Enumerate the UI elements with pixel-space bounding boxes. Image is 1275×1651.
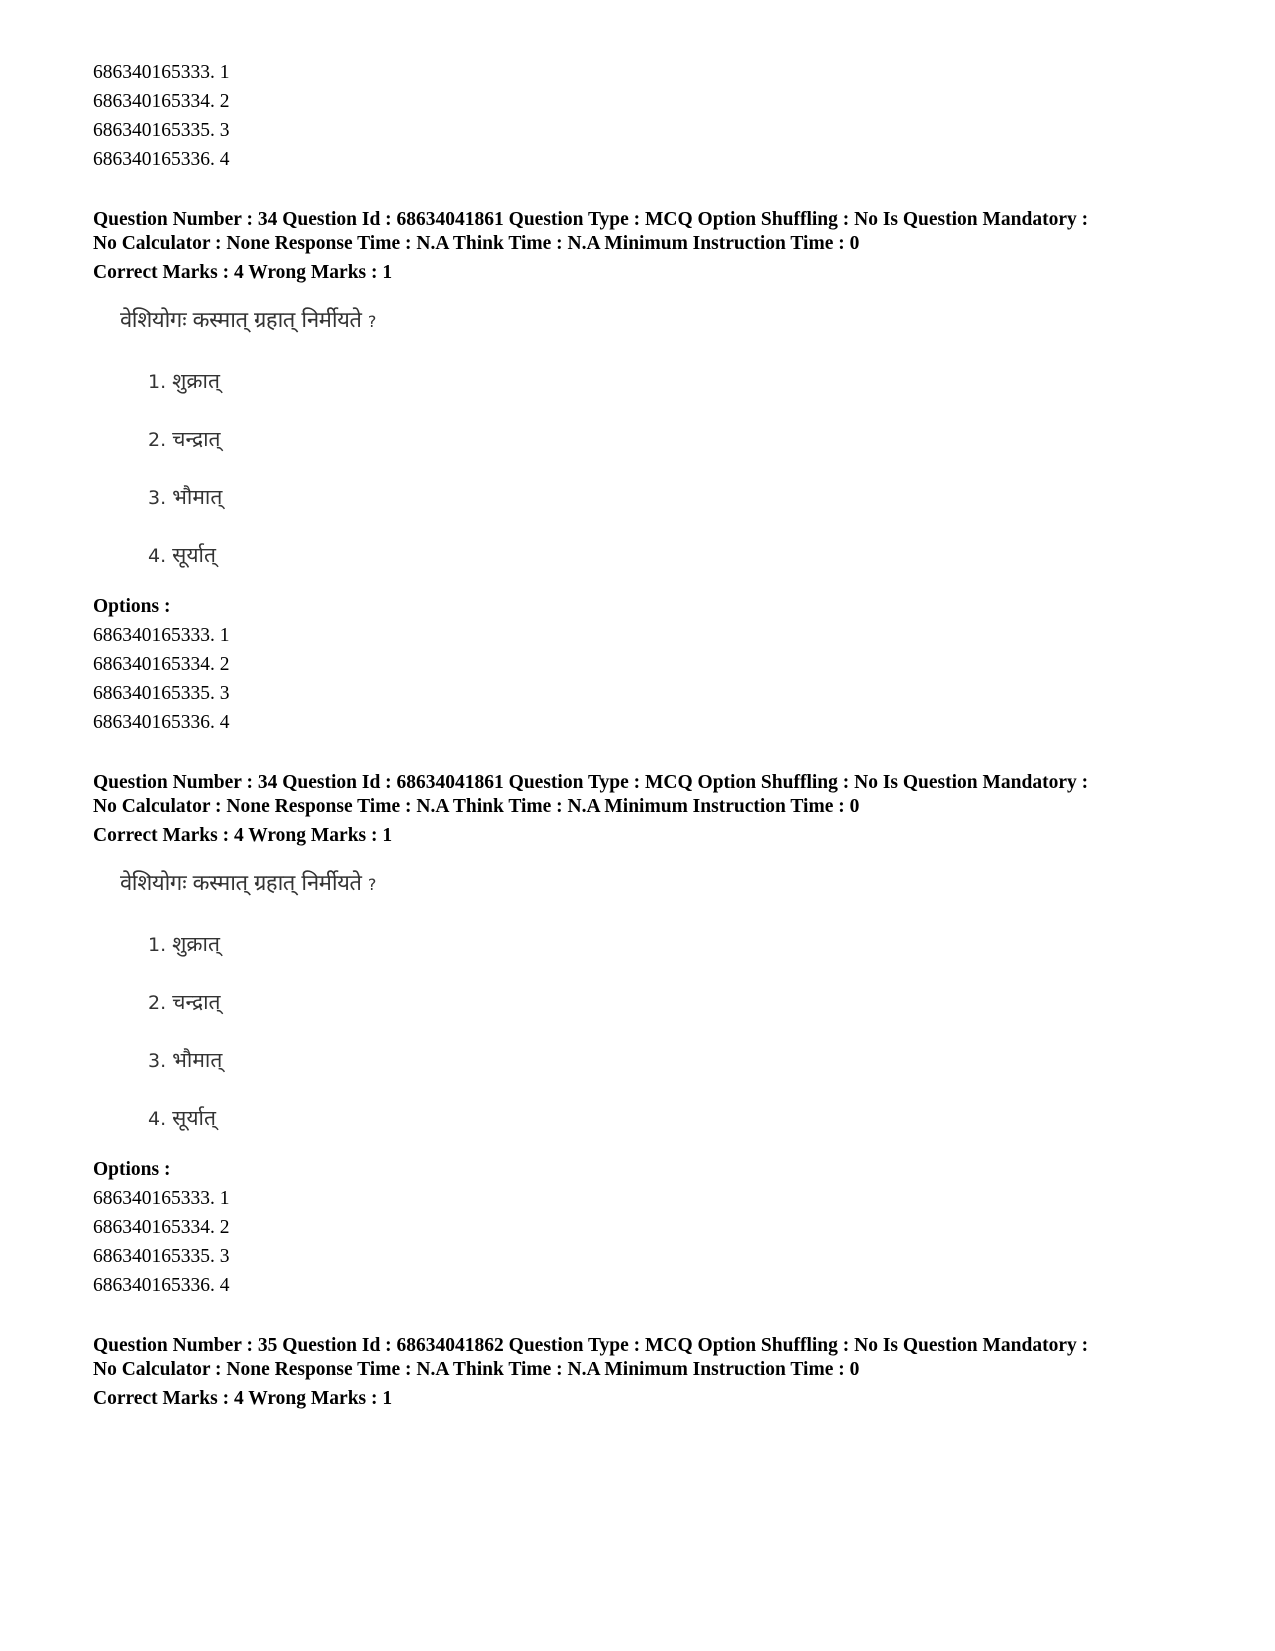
option-line: 686340165334. 2 (93, 91, 230, 112)
document-page (93, 58, 1213, 1413)
question-choices (148, 352, 1213, 584)
choice-item: 4. सूर्यात् (148, 1106, 216, 1130)
option-line: 686340165335. 3 (93, 1246, 230, 1267)
question-choices (148, 915, 1213, 1147)
question-block (93, 208, 1213, 737)
question-block (93, 771, 1213, 1300)
choice-item: 1. शुक्रात् (148, 932, 220, 956)
question-text: वेशियोगः कस्मात् ग्रहात् निर्मीयते ? (120, 308, 376, 333)
question-marks: Correct Marks : 4 Wrong Marks : 1 (93, 262, 393, 283)
option-line: 686340165334. 2 (93, 1217, 230, 1238)
options-title: Options : (93, 596, 171, 617)
option-line: 686340165333. 1 (93, 62, 230, 83)
option-line: 686340165335. 3 (93, 120, 230, 141)
options-title: Options : (93, 1159, 171, 1180)
option-line: 686340165333. 1 (93, 1188, 230, 1209)
option-line: 686340165336. 4 (93, 1275, 230, 1296)
question-header: Question Number : 34 Question Id : 68634041861 Question Type : MCQ Option Shuffling : No Is Question Mandatory : No Calculator : None Response Time : N.A Think Time : N.A Minimum Instruction Time : 0 (93, 772, 1089, 817)
choice-item: 2. चन्द्रात् (148, 427, 221, 451)
question-marks: Correct Marks : 4 Wrong Marks : 1 (93, 1388, 393, 1409)
choice-item: 1. शुक्रात् (148, 369, 220, 393)
option-line: 686340165334. 2 (93, 654, 230, 675)
options-list (93, 621, 1213, 737)
question-block (93, 1334, 1213, 1413)
question-marks: Correct Marks : 4 Wrong Marks : 1 (93, 825, 393, 846)
choice-item: 3. भौमात् (148, 1048, 223, 1072)
option-line: 686340165336. 4 (93, 149, 230, 170)
choice-item: 4. सूर्यात् (148, 543, 216, 567)
choice-item: 3. भौमात् (148, 485, 223, 509)
top-options-list (93, 58, 1213, 174)
options-list (93, 1184, 1213, 1300)
option-line: 686340165336. 4 (93, 712, 230, 733)
question-text: वेशियोगः कस्मात् ग्रहात् निर्मीयते ? (120, 871, 376, 896)
question-header: Question Number : 34 Question Id : 68634041861 Question Type : MCQ Option Shuffling : No Is Question Mandatory : No Calculator : None Response Time : N.A Think Time : N.A Minimum Instruction Time : 0 (93, 209, 1089, 254)
option-line: 686340165335. 3 (93, 683, 230, 704)
choice-item: 2. चन्द्रात् (148, 990, 221, 1014)
question-header: Question Number : 35 Question Id : 68634041862 Question Type : MCQ Option Shuffling : No Is Question Mandatory : No Calculator : None Response Time : N.A Think Time : N.A Minimum Instruction Time : 0 (93, 1335, 1089, 1380)
option-line: 686340165333. 1 (93, 625, 230, 646)
